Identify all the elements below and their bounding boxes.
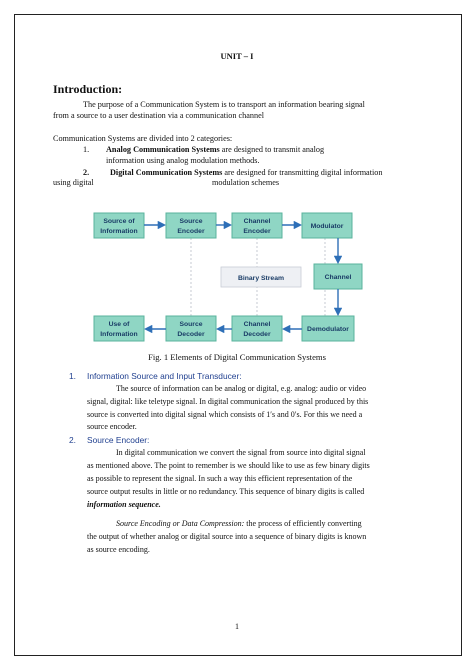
category-1-bold: Analog Communication Systems	[106, 145, 220, 154]
encoding-line-2: the output of whether analog or digital source into a sequence of binary digits is known	[87, 532, 367, 541]
category-2-line	[110, 168, 382, 178]
intro-line-2: from a source to a user destination via a communication channel	[53, 111, 264, 120]
unit-title: UNIT – I	[220, 51, 254, 61]
channel-label: Channel	[324, 274, 352, 281]
section-2-line-3: as possible to represent the signal. In such a way this efficient representation of the	[87, 474, 353, 483]
encoding-rest: the process of efficiently converting	[244, 519, 362, 528]
section-2-num: 2.	[69, 435, 76, 445]
channel-encoder-l1: Channel	[243, 218, 271, 225]
use-of-information-l1: Use of	[108, 321, 130, 328]
section-1-line-4: source encoder.	[87, 422, 137, 431]
section-2-emph: information sequence.	[87, 500, 161, 509]
block-diagram	[92, 206, 368, 346]
source-of-information-l1: Source of	[103, 218, 135, 225]
use-of-information-l2: Information	[100, 331, 138, 338]
channel-decoder-l1: Channel	[243, 321, 271, 328]
section-2-title: Source Encoder:	[87, 435, 150, 445]
channel-encoder-l2: Encoder	[243, 228, 271, 235]
category-1-line2: information using analog modulation methods.	[106, 156, 260, 165]
section-1-title: Information Source and Input Transducer:	[87, 371, 242, 381]
channel-decoder-box	[232, 316, 282, 341]
source-of-information-l2: Information	[100, 228, 138, 235]
figure-caption: Fig. 1 Elements of Digital Communication Systems	[148, 352, 326, 362]
category-2-line2b: modulation schemes	[212, 178, 280, 187]
source-decoder-l1: Source	[179, 321, 203, 328]
category-2-bold: Digital Communication Systems	[110, 168, 223, 177]
intro-line-1: The purpose of a Communication System is to transport an information bearing signal	[83, 100, 365, 109]
source-decoder-l2: Decoder	[177, 331, 205, 338]
section-1-line-3: source is converted into digital signal which consists of 1′s and 0′s. For this we need a	[87, 410, 363, 419]
section-1-line-2: signal, digital: like teletype signal. In digital communication the signal produced by this	[87, 397, 369, 406]
source-encoder-box	[166, 213, 216, 238]
encoding-line-3: as source encoding.	[87, 545, 150, 554]
category-2-num: 2.	[83, 168, 90, 177]
encoding-line-1	[116, 518, 362, 530]
demodulator-box	[302, 316, 354, 341]
section-2-line-1: In digital communication we convert the signal from source into digital signal	[116, 448, 366, 457]
page-number: 1	[235, 622, 239, 631]
modulator-label: Modulator	[310, 223, 344, 230]
binary-stream-box	[221, 267, 301, 287]
intro-heading: Introduction:	[53, 82, 123, 96]
encoding-italic: Source Encoding or Data Compression:	[116, 519, 245, 528]
source-encoder-l1: Source	[179, 218, 203, 225]
categories-intro: Communication Systems are divided into 2 categories:	[53, 134, 233, 143]
section-2-line-2: as mentioned above. The point to remember is we should like to use as few binary digits	[87, 461, 370, 470]
category-2-line2a: using digital	[53, 178, 94, 187]
source-encoder-l2: Encoder	[177, 228, 205, 235]
channel-decoder-l2: Decoder	[243, 331, 271, 338]
channel-box	[314, 264, 362, 289]
modulator-box	[302, 213, 352, 238]
binary-stream-label: Binary Stream	[237, 275, 285, 282]
channel-encoder-box	[232, 213, 282, 238]
source-of-information-box	[94, 213, 144, 238]
section-1-line-1: The source of information can be analog or digital, e.g. analog: audio or video	[116, 384, 367, 393]
use-of-information-box	[94, 316, 144, 341]
source-decoder-box	[166, 316, 216, 341]
category-1-num: 1.	[83, 145, 90, 154]
category-1-line	[106, 145, 324, 155]
category-2-rest: are designed for transmitting digital information	[222, 168, 383, 177]
section-2-line-4: source output results in little or no redundancy. This sequence of binary digits is called	[87, 487, 365, 496]
demodulator-label: Demodulator	[307, 326, 349, 333]
section-1-num: 1.	[69, 371, 76, 381]
category-1-rest: are designed to transmit analog	[219, 145, 325, 154]
